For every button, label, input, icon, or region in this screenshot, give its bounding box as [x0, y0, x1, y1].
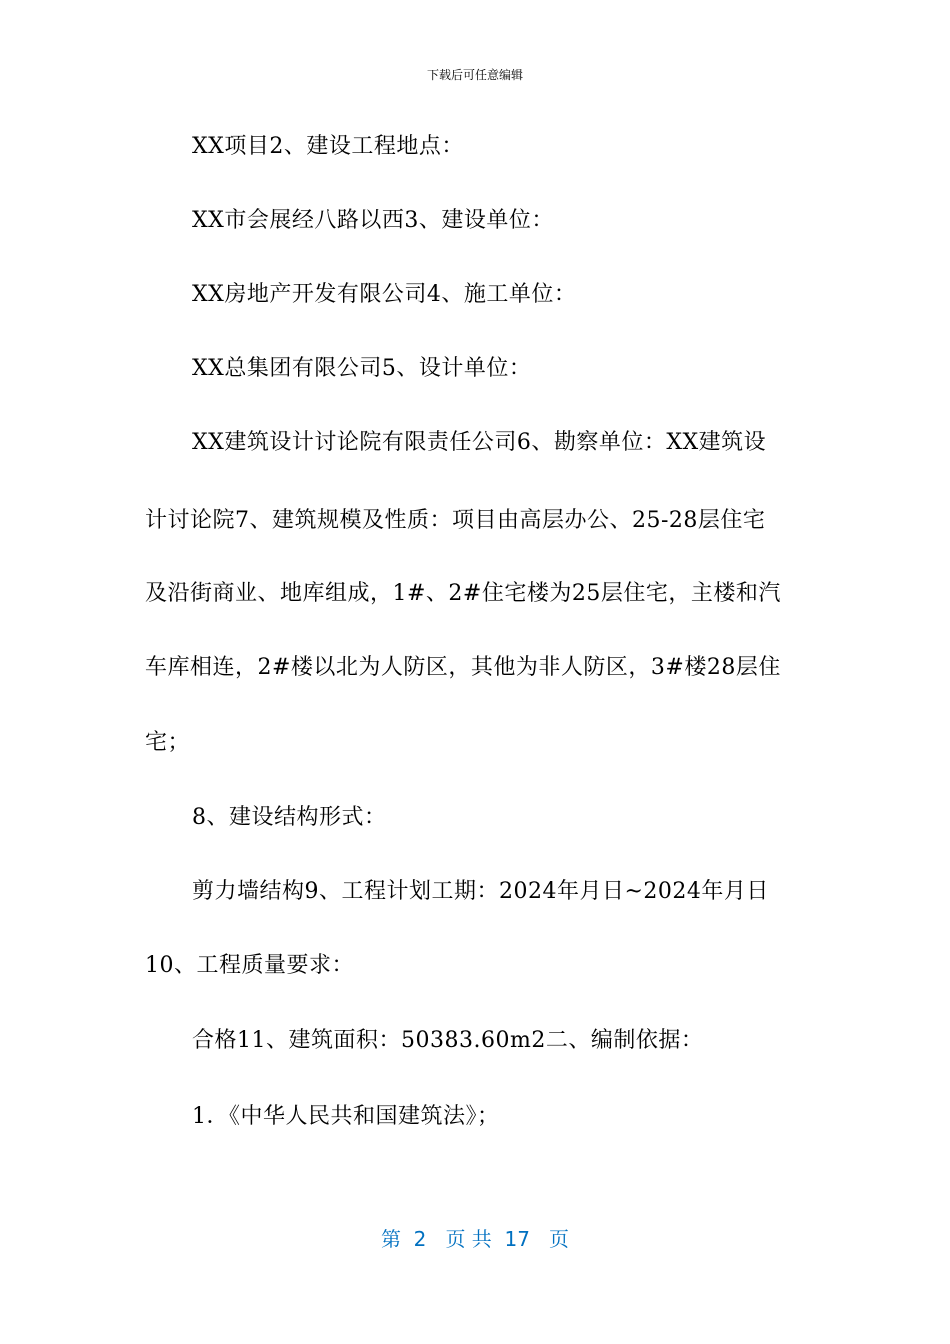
paragraph-line: 8、建设结构形式： — [192, 805, 387, 830]
paragraph-line: 及沿街商业、地库组成，1#、2#住宅楼为25层住宅，主楼和汽 — [145, 581, 781, 606]
page-number-footer: 第 2 页 共 17 页 — [380, 1227, 570, 1251]
paragraph-line: 计讨论院7、建筑规模及性质：项目由高层办公、25-28层住宅 — [145, 508, 766, 533]
paragraph-line: XX项目2、建设工程地点： — [192, 134, 464, 159]
paragraph-line: 1．《中华人民共和国建筑法》； — [192, 1104, 500, 1129]
paragraph-line: XX房地产开发有限公司4、施工单位： — [192, 282, 577, 307]
header-note: 下载后可任意编辑 — [426, 68, 523, 82]
paragraph-line: XX市会展经八路以西3、建设单位： — [192, 208, 554, 233]
paragraph-line: 宅； — [145, 730, 191, 755]
paragraph-line: XX建筑设计讨论院有限责任公司6、勘察单位：XX建筑设 — [192, 430, 767, 455]
paragraph-line: 10、工程质量要求： — [145, 953, 354, 978]
paragraph-line: XX总集团有限公司5、设计单位： — [192, 356, 532, 381]
paragraph-line: 合格11、建筑面积：50383.60m2二、编制依据： — [192, 1028, 704, 1053]
paragraph-line: 车库相连，2#楼以北为人防区，其他为非人防区，3#楼28层住 — [145, 655, 781, 680]
paragraph-line: 剪力墙结构9、工程计划工期：2024年月日~2024年月日 — [192, 879, 769, 904]
